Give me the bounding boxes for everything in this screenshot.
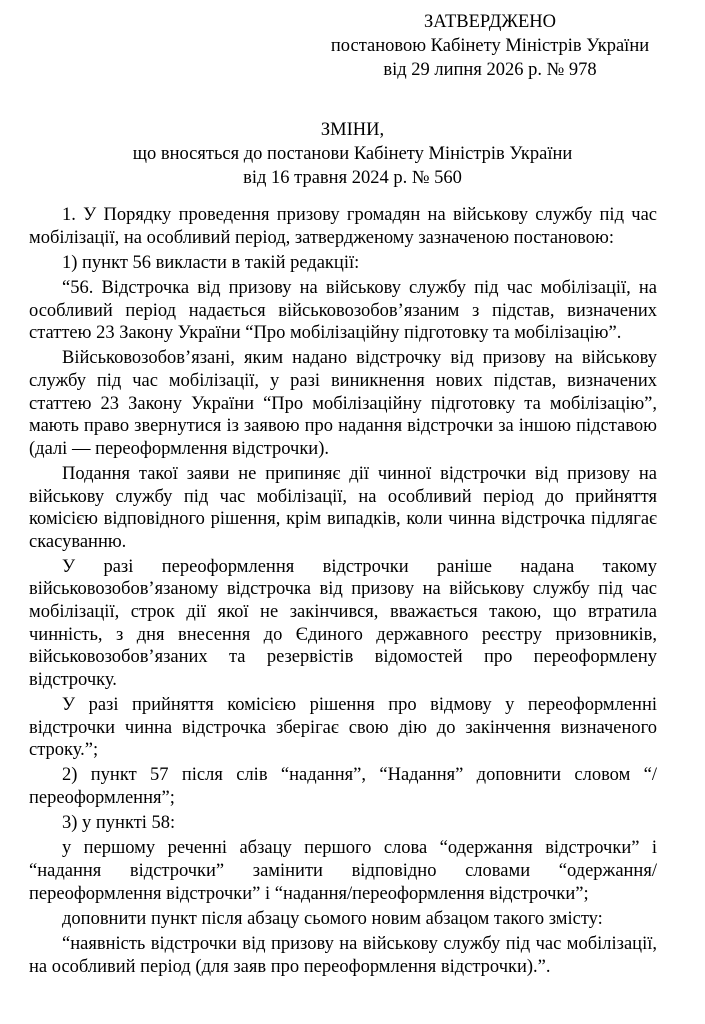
document-body	[29, 204, 657, 981]
document-heading	[30, 118, 675, 190]
approval-label: ЗАТВЕРДЖЕНО	[423, 12, 557, 32]
paragraph: У разі переоформлення відстрочки раніше надана такому військовозобов’язаному відстрочка від призову на військову службу під час мобілізації, строк дії якої не закінчився, вважається такою, що втратила чинність, з дня внесення до Єдиного державного реєстру призовників, військовозобов’язаних та резервістів відомостей про переоформлену відстрочку.	[29, 556, 657, 690]
document-title: ЗМІНИ,	[320, 120, 385, 140]
approval-date: від 29 липня 2026 р. № 978	[383, 60, 597, 80]
paragraph: У разі прийняття комісією рішення про відмову у переоформленні відстрочки чинна відстрочка зберігає свою дію до закінчення визначеного строку.”;	[29, 695, 657, 761]
approval-authority: постановою Кабінету Міністрів України	[330, 36, 650, 56]
paragraph: “наявність відстрочки від призову на військову службу під час мобілізації, на особливий період (для заяв про переоформлення відстрочки).”.	[29, 933, 657, 977]
document-subtitle: що вносяться до постанови Кабінету Міністрів України	[132, 144, 573, 164]
paragraph: у першому реченні абзацу першого слова “одержання відстрочки” і “надання відстрочки” замінити відповідно словами “одержання/ переоформлення відстрочки” і “надання/переоформлення відстрочки”;	[29, 838, 657, 904]
paragraph: 2) пункт 57 після слів “надання”, “Надання” доповнити словом “/переоформлення”;	[29, 765, 657, 808]
paragraph: Подання такої заяви не припиняє дії чинної відстрочки від призову на військову службу під час мобілізації, на особливий період до прийняття комісією відповідного рішення, крім випадків, коли чинна відстрочка підлягає скасуванню.	[29, 463, 657, 552]
paragraph: 3) у пункті 58:	[62, 813, 176, 834]
paragraph: “56. Відстрочка від призову на військову службу під час мобілізації, на особливий період надається військовозобов’язаним з підстав, визначених статтею 23 Закону України “Про мобілізаційну підготовку та мобілізацію”.	[29, 277, 657, 344]
paragraph: доповнити пункт після абзацу сьомого новим абзацом такого змісту:	[62, 908, 603, 929]
document-reference-date: від 16 травня 2024 р. № 560	[243, 168, 462, 188]
paragraph: 1) пункт 56 викласти в такій редакції:	[62, 252, 360, 273]
approval-stamp	[300, 10, 680, 82]
paragraph: Військовозобов’язані, яким надано відстрочку від призову на військову службу під час мобілізації, у разі виникнення нових підстав, визначених статтею 23 Закону України “Про мобілізаційну підготовку та мобілізацію”, мають право звернутися із заявою про надання відстрочки за іншою підставою (далі — переоформлення відстрочки).	[29, 348, 657, 459]
paragraph: 1. У Порядку проведення призову громадян на військову службу під час мобілізації, на особливий період, затвердженому зазначеною постановою:	[29, 205, 657, 248]
